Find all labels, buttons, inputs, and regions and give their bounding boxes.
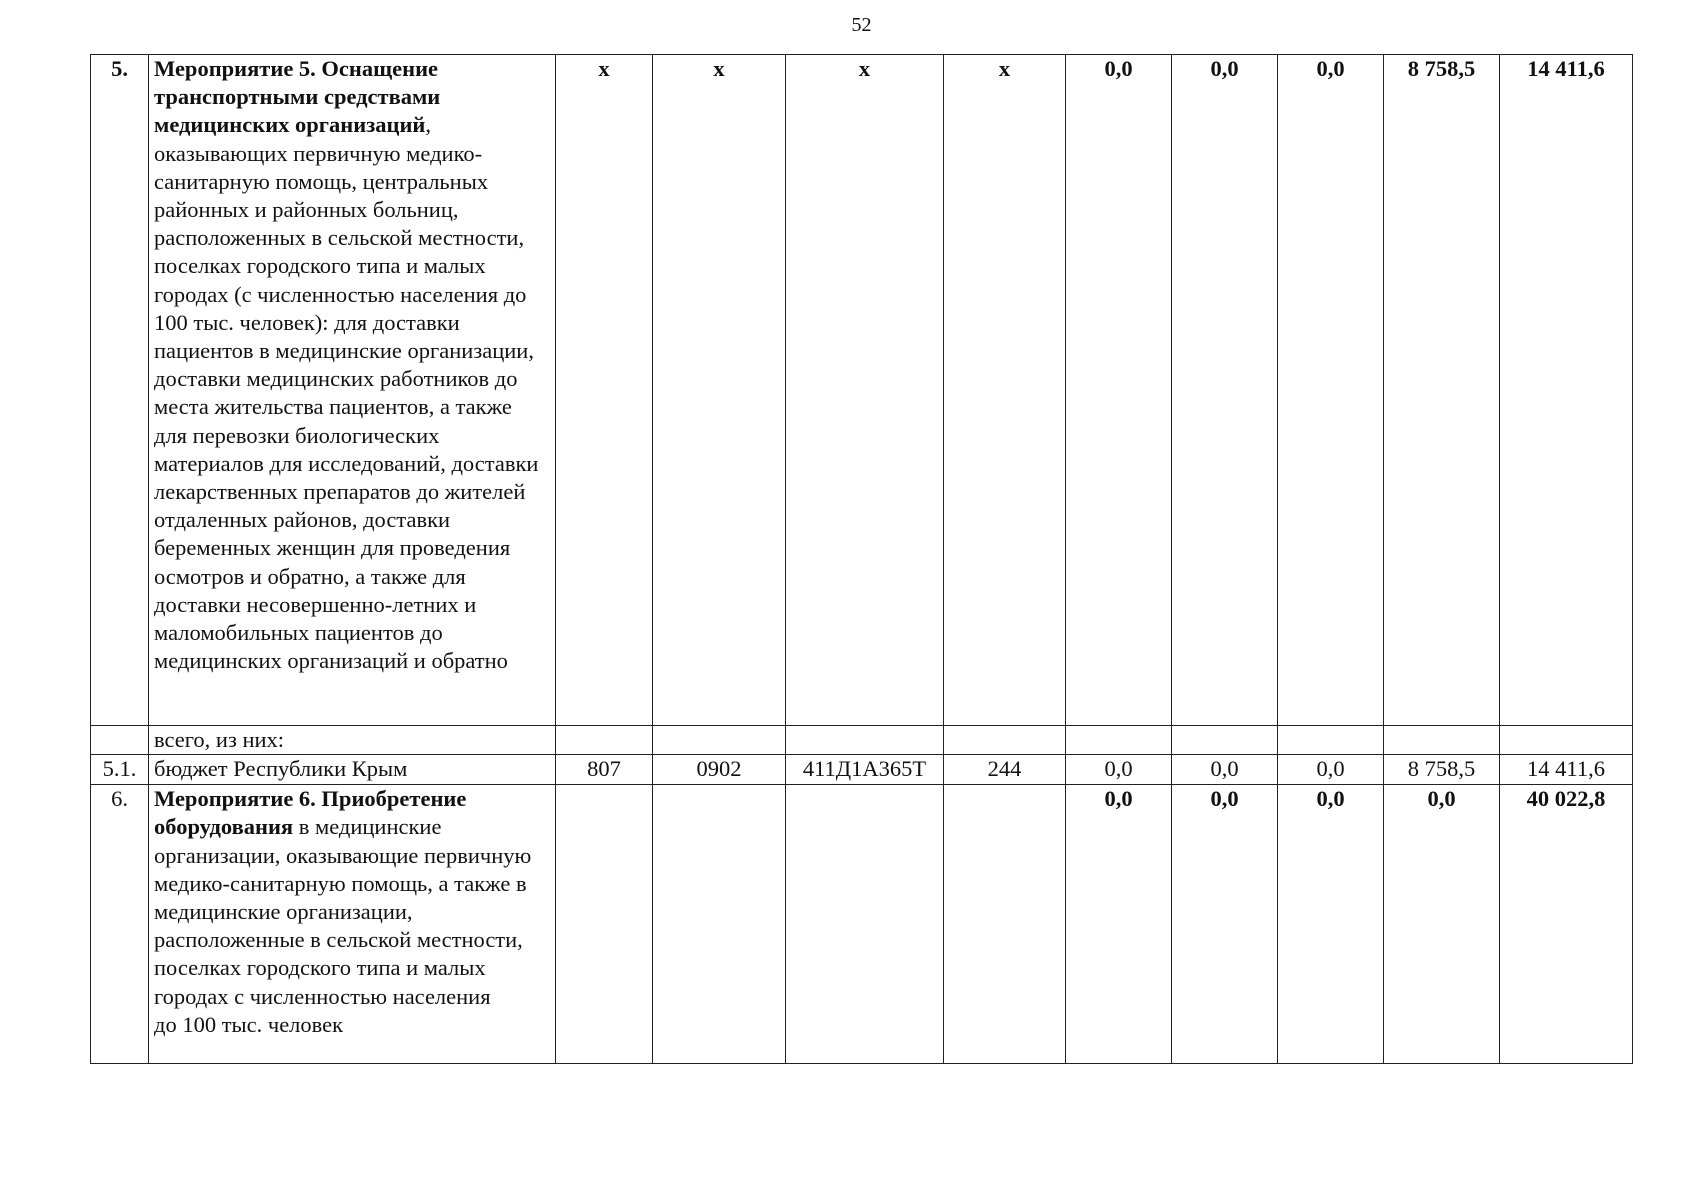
activity-title: Мероприятие 5. Оснащение транспортными средствами медицинских организаций	[154, 56, 441, 138]
row-number	[91, 726, 149, 755]
table-row	[91, 755, 1633, 785]
row-description: всего, из них:	[149, 726, 556, 755]
cell-target-article: 411Д1А365Т	[786, 755, 944, 785]
cell-section: х	[653, 55, 786, 726]
table-row	[91, 55, 1633, 726]
activity-description: , оказывающих первичную медико-санитарную помощь, центральных районных и районных больниц, расположенных в сельской местности, поселках городского типа и малых городах (с численностью населения до 100 тыс. человек): для доставки пациентов в медицинские организации, доставки медицинских работников до места жительства пациентов, а также для перевозки биологических материалов для исследований, доставки лекарственных препаратов до жителей отдаленных районов, доставки беременных женщин для проведения осмотров и обратно, а также для доставки несовершенно-летних и маломобильных пациентов до медицинских организаций и обратно	[154, 112, 539, 674]
cell-value-5: 14 411,6	[1500, 55, 1633, 726]
cell-value-2: 0,0	[1172, 785, 1278, 1064]
cell-value-2	[1172, 726, 1278, 755]
budget-table	[90, 54, 1633, 1064]
table-row	[91, 785, 1633, 1064]
cell-grbs: х	[556, 55, 653, 726]
cell-value-4	[1384, 726, 1500, 755]
cell-value-3	[1278, 726, 1384, 755]
cell-value-3: 0,0	[1278, 55, 1384, 726]
cell-value-4: 8 758,5	[1384, 55, 1500, 726]
cell-value-1: 0,0	[1066, 55, 1172, 726]
cell-value-1	[1066, 726, 1172, 755]
cell-value-1: 0,0	[1066, 785, 1172, 1064]
activity-title: Мероприятие 6. Приобретение оборудования	[154, 786, 467, 840]
cell-grbs: 807	[556, 755, 653, 785]
cell-value-3: 0,0	[1278, 755, 1384, 785]
cell-target-article	[786, 726, 944, 755]
cell-grbs	[556, 726, 653, 755]
row-description	[149, 785, 556, 1064]
row-number: 6.	[91, 785, 149, 1064]
row-description: бюджет Республики Крым	[149, 755, 556, 785]
cell-grbs	[556, 785, 653, 1064]
cell-value-5	[1500, 726, 1633, 755]
activity-description: в медицинские организации, оказывающие первичную медико-санитарную помощь, а также в медицинские организации, расположенные в сельской местности, поселках городского типа и малых городах с численностью населения	[154, 814, 532, 1009]
cell-value-5: 40 022,8	[1500, 785, 1633, 1064]
activity-description-end: до 100 тыс. человек	[154, 1011, 344, 1037]
cell-expense-type	[944, 726, 1066, 755]
cell-expense-type	[944, 785, 1066, 1064]
cell-value-1: 0,0	[1066, 755, 1172, 785]
cell-expense-type: х	[944, 55, 1066, 726]
cell-value-4: 8 758,5	[1384, 755, 1500, 785]
cell-section	[653, 726, 786, 755]
cell-value-2: 0,0	[1172, 755, 1278, 785]
cell-value-4: 0,0	[1384, 785, 1500, 1064]
row-description	[149, 55, 556, 726]
table-row	[91, 726, 1633, 755]
cell-section: 0902	[653, 755, 786, 785]
cell-expense-type: 244	[944, 755, 1066, 785]
cell-value-2: 0,0	[1172, 55, 1278, 726]
cell-target-article	[786, 785, 944, 1064]
row-number: 5.	[91, 55, 149, 726]
page-number: 52	[851, 14, 872, 36]
cell-section	[653, 785, 786, 1064]
cell-value-3: 0,0	[1278, 785, 1384, 1064]
cell-target-article: х	[786, 55, 944, 726]
row-number: 5.1.	[91, 755, 149, 785]
cell-value-5: 14 411,6	[1500, 755, 1633, 785]
